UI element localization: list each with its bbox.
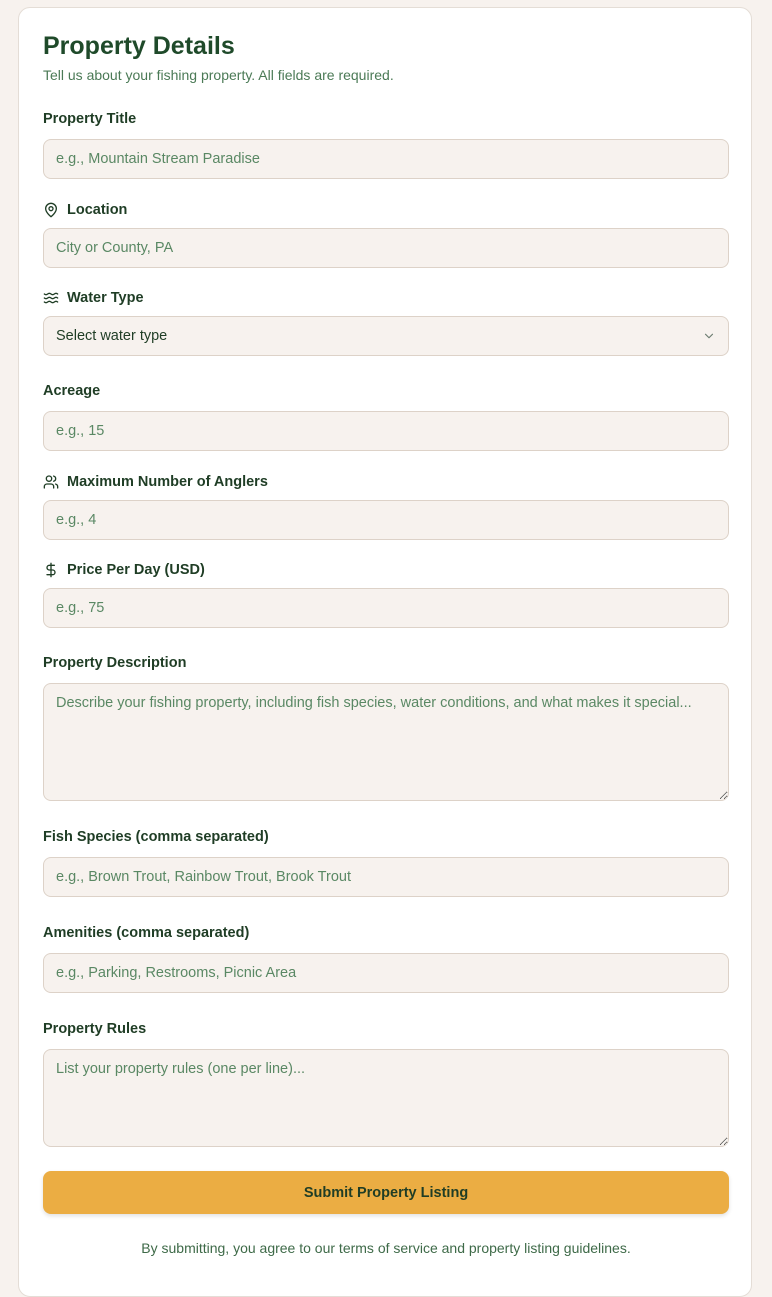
price-group — [43, 560, 729, 628]
rules-label: Property Rules — [43, 1021, 147, 1037]
amenities-group — [43, 923, 729, 993]
fish-species-input[interactable] — [43, 857, 729, 897]
price-input[interactable] — [43, 588, 729, 628]
location-label: Location — [43, 200, 729, 220]
waves-icon — [43, 290, 59, 306]
water-type-select[interactable] — [43, 316, 729, 356]
property-title-label: Property Title — [43, 111, 137, 127]
description-label: Property Description — [43, 655, 187, 671]
fish-species-group — [43, 827, 729, 897]
description-group — [43, 653, 729, 801]
location-group — [43, 200, 729, 268]
location-input[interactable] — [43, 228, 729, 268]
chevron-down-icon — [702, 329, 716, 343]
terms-note: By submitting, you agree to our terms of service and property listing guidelines. — [141, 1240, 631, 1256]
users-icon — [43, 474, 59, 490]
map-pin-icon — [43, 202, 59, 218]
acreage-label: Acreage — [43, 383, 101, 399]
water-type-label: Water Type — [43, 288, 729, 308]
acreage-input[interactable] — [43, 411, 729, 451]
anglers-input[interactable] — [43, 500, 729, 540]
page-title: Property Details — [43, 32, 235, 60]
dollar-icon — [43, 562, 59, 578]
property-details-card — [18, 7, 752, 1297]
amenities-label: Amenities (comma separated) — [43, 925, 250, 941]
submit-listing-button[interactable]: Submit Property Listing — [43, 1171, 729, 1214]
amenities-input[interactable] — [43, 953, 729, 993]
water-type-selected-value: Select water type — [56, 328, 168, 344]
property-title-group — [43, 109, 729, 179]
page-subtitle: Tell us about your fishing property. All fields are required. — [43, 67, 394, 83]
rules-textarea[interactable] — [43, 1049, 729, 1147]
anglers-label: Maximum Number of Anglers — [43, 472, 729, 492]
fish-species-label: Fish Species (comma separated) — [43, 829, 269, 845]
price-label: Price Per Day (USD) — [43, 560, 729, 580]
description-textarea[interactable] — [43, 683, 729, 801]
water-type-group — [43, 288, 729, 356]
anglers-group — [43, 472, 729, 540]
rules-group — [43, 1019, 729, 1147]
acreage-group — [43, 381, 729, 451]
property-title-input[interactable] — [43, 139, 729, 179]
